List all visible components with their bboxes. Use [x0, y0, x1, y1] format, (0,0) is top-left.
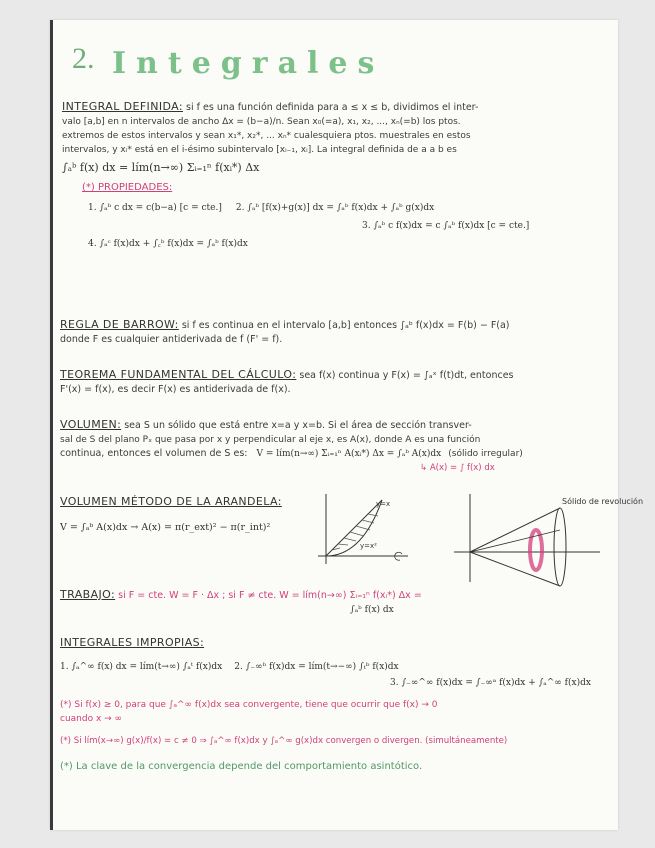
- property-3: 3. ∫ₐᵇ c f(x)dx = c ∫ₐᵇ f(x)dx [c = cte.]: [362, 221, 530, 231]
- propiedades-label: (*) PROPIEDADES:: [82, 182, 173, 193]
- barrow-line-1: si f es continua en el intervalo [a,b] entonces ∫ₐᵇ f(x)dx = F(b) − F(a): [181, 320, 510, 331]
- volumen-line-1: sea S un sólido que está entre x=a y x=b. Si el área de sección transver-: [124, 420, 472, 431]
- graph2-label-solid: Sólido de revolución: [562, 497, 644, 506]
- property-2: 2. ∫ₐᵇ [f(x)+g(x)] dx = ∫ₐᵇ f(x)dx + ∫ₐᵇ g(x)dx: [235, 203, 435, 213]
- volumen-note-1: (sólido irregular): [448, 449, 523, 459]
- impropias-note-1b: cuando x → ∞: [60, 714, 123, 724]
- integral-definida-line-4: intervalos, y xᵢ* está en el i-ésimo subintervalo [xᵢ₋₁, xᵢ]. La integral definida de a a b es: [62, 145, 457, 155]
- volumen-line-2: sal de S del plano Pₓ que pasa por x y perpendicular al eje x, es A(x), donde A es una función: [60, 435, 481, 445]
- arandela-section: [60, 495, 320, 535]
- barrow-heading: REGLA DE BARROW:: [60, 318, 179, 331]
- trabajo-line-1: si F = cte. W = F · Δx ; si F ≠ cte. W = lím(n→∞) Σᵢ₌₁ⁿ f(xᵢ*) Δx =: [118, 590, 422, 601]
- graph2-cone-outline: [470, 508, 560, 586]
- volumen-formula: V = lím(n→∞) Σᵢ₌₁ⁿ A(xᵢ*) Δx = ∫ₐᵇ A(x)dx: [256, 449, 442, 459]
- integral-definida-line-2: valo [a,b] en n intervalos de ancho Δx = (b−a)/n. Sean x₀(=a), x₁, x₂, ..., xₙ(=b) los ptos.: [62, 117, 461, 127]
- area-between-curves-graph: [312, 490, 412, 572]
- teorema-line-1: sea f(x) continua y F(x) = ∫ₐˣ f(t)dt, entonces: [299, 370, 514, 381]
- graph2-inner-curve: [470, 530, 560, 552]
- barrow-section: [60, 318, 610, 347]
- volumen-section: [60, 418, 612, 475]
- section-number: 2.: [72, 42, 95, 75]
- integral-definida-line-1: si f es una función definida para a ≤ x ≤ b, dividimos el inter-: [186, 102, 479, 113]
- impropias-heading: INTEGRALES IMPROPIAS:: [60, 636, 205, 649]
- arandela-formula: V = ∫ₐᵇ A(x)dx → A(x) = π(r_ext)² − π(r_int)²: [60, 522, 271, 533]
- impropias-note-1a: (*) Si f(x) ≥ 0, para que ∫ₐ^∞ f(x)dx sea convergente, tiene que ocurrir que f(x) → 0: [60, 700, 438, 710]
- volumen-heading: VOLUMEN:: [60, 418, 122, 431]
- solid-of-revolution-graph: [450, 490, 644, 590]
- property-4: 4. ∫ₐᶜ f(x)dx + ∫꜀ᵇ f(x)dx = ∫ₐᵇ f(x)dx: [88, 239, 248, 249]
- integral-definida-section: [62, 100, 612, 251]
- notebook-page: [50, 20, 644, 830]
- impropia-2: 2. ∫₋∞ᵇ f(x)dx = lím(t→−∞) ∫ₜᵇ f(x)dx: [234, 662, 399, 672]
- graph2-outer-ellipse: [554, 508, 566, 586]
- volumen-line-3: continua, entonces el volumen de S es:: [60, 448, 248, 459]
- arandela-heading: VOLUMEN MÉTODO DE LA ARANDELA:: [60, 495, 282, 508]
- impropias-note-2: (*) Si lím(x→∞) g(x)/f(x) = c ≠ 0 ⇒ ∫ₐ^∞ f(x)dx y ∫ₐ^∞ g(x)dx convergen o divergen. (simultáneamente): [60, 736, 508, 746]
- trabajo-line-2: ∫ₐᵇ f(x) dx: [350, 605, 394, 615]
- barrow-line-2: donde F es cualquier antiderivada de f (F' = f).: [60, 334, 283, 345]
- property-1: 1. ∫ₐᵇ c dx = c(b−a) [c = cte.]: [88, 203, 222, 213]
- teorema-line-2: F'(x) = f(x), es decir F(x) es antiderivada de f(x).: [60, 384, 291, 395]
- impropia-3: 3. ∫₋∞^∞ f(x)dx = ∫₋∞ᵃ f(x)dx + ∫ₐ^∞ f(x)dx: [390, 678, 591, 688]
- graph1-label-parabola: y=x²: [360, 542, 377, 550]
- graph1-label-line: y=x: [376, 500, 391, 508]
- page-title: Integrales: [112, 46, 385, 81]
- impropias-section: [60, 636, 615, 774]
- teorema-heading: TEOREMA FUNDAMENTAL DEL CÁLCULO:: [60, 368, 297, 381]
- page-margin-line: [50, 20, 53, 830]
- integral-definida-line-3: extremos de estos intervalos y sean x₁*, x₂*, ... xₙ* cualesquiera ptos. muestrales en estos: [62, 131, 471, 141]
- impropias-note-3: (*) La clave de la convergencia depende del comportamiento asintótico.: [60, 761, 423, 772]
- integral-definida-heading: INTEGRAL DEFINIDA:: [62, 100, 183, 113]
- trabajo-section: [60, 588, 612, 617]
- teorema-section: [60, 368, 610, 397]
- volumen-note-2: ↳ A(x) = ∫ f(x) dx: [420, 463, 495, 473]
- integral-definida-formula: ∫ₐᵇ f(x) dx = lím(n→∞) Σᵢ₌₁ⁿ f(xᵢ*) Δx: [62, 161, 260, 174]
- trabajo-heading: TRABAJO:: [60, 588, 116, 601]
- impropia-1: 1. ∫ₐ^∞ f(x) dx = lím(t→∞) ∫ₐᵗ f(x)dx: [60, 662, 223, 672]
